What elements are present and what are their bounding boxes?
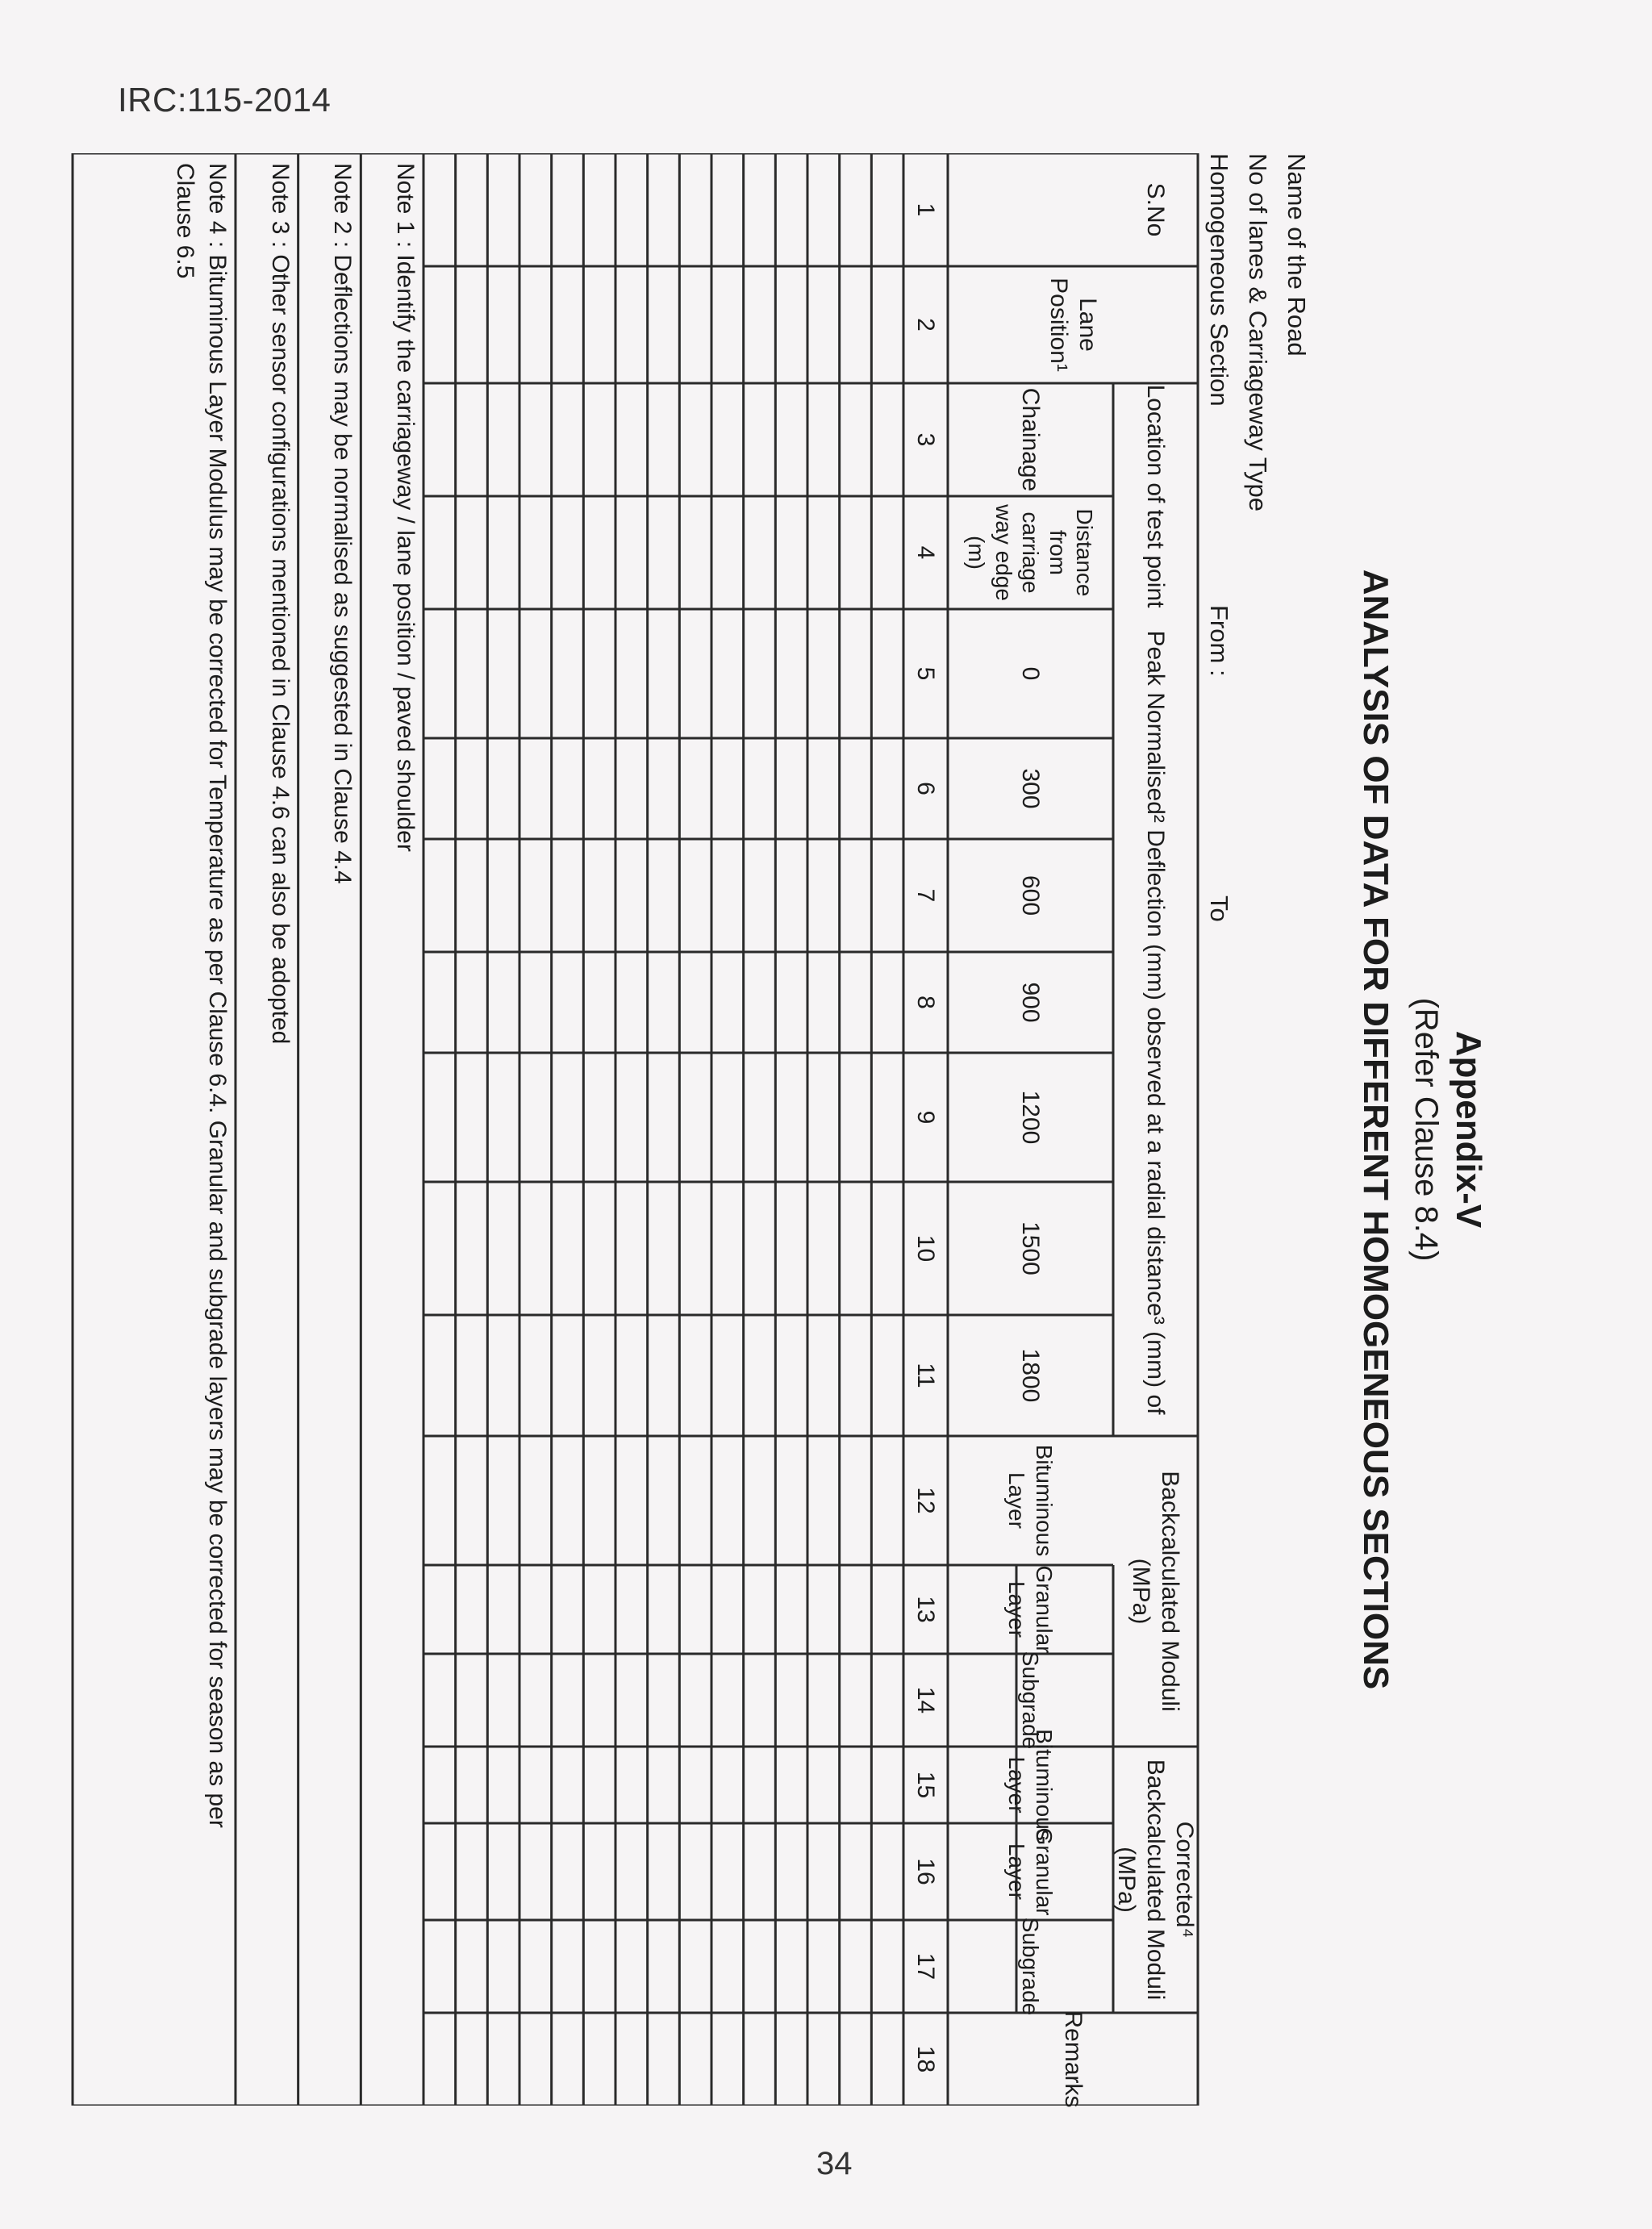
header-radial-1200: 1200 [1017,1090,1045,1145]
refer-clause: (Refer Clause 8.4) [1408,997,1444,1262]
from-label: From [1205,605,1233,664]
header-layer-6: Subgrade [1018,1917,1044,2016]
header-layer-3: Subgrade [1018,1651,1044,1750]
homogeneous-section-label: Homogeneous Section [1205,153,1233,407]
header-radial-600: 600 [1017,874,1045,916]
header-radial-1500: 1500 [1017,1221,1045,1275]
table-note: Clause 6.5 [171,163,198,279]
column-number: 4 [912,545,940,560]
road-name-label: Name of the Road [1283,153,1311,357]
header-remarks: Remarks [1060,2010,1087,2108]
column-number: 6 [912,782,940,795]
header-layer-2: Granular Layer [1004,1565,1058,1654]
column-number: 1 [912,202,940,217]
table-note: Note 1 : Identify the carriageway / lane position / paved shoulder [392,163,419,852]
column-number: 10 [912,1234,940,1263]
column-number: 2 [912,318,940,332]
table-note: Note 2 : Deflections may be normalised as suggested in Clause 4.4 [329,163,357,884]
column-number: 14 [912,1686,940,1714]
document-id: IRC:115-2014 [118,81,332,119]
column-number: 9 [912,1110,940,1125]
page-title: ANALYSIS OF DATA FOR DIFFERENT HOMOGENEOUS SECTIONS [1356,569,1395,1690]
header-sno: S.No [1142,182,1170,237]
table-note: Note 4 : Bituminous Layer Modulus may be corrected for Temperature as per Clause 6.4. Granular and subgrade layers may be corrected for season as per [203,163,231,1828]
page-number: 34 [816,2146,853,2181]
column-number: 11 [912,1363,940,1388]
header-deflection: Peak Normalised² Deflection (mm) observed at a radial distance³ (mm) of [1142,630,1170,1415]
header-distance: Distance from carriage way edge (m) [964,504,1098,601]
header-layer-1: Bituminous Layer [1004,1444,1058,1557]
header-backcalculated-moduli: Backcalculated Moduli (MPa) [1128,1471,1184,1712]
column-number: 8 [912,996,940,1009]
header-corrected-moduli: Corrected⁴ Backcalculated Moduli (MPa) [1113,1759,1199,2001]
header-radial-900: 900 [1017,982,1045,1023]
column-number: 12 [912,1487,940,1514]
column-number: 17 [912,1952,940,1981]
table-note: Note 3 : Other sensor configurations mentioned in Clause 4.6 can also be adopted [266,163,294,1045]
to-label: To [1205,895,1233,922]
header-radial-0: 0 [1017,666,1045,681]
header-location: Location of test point [1142,384,1170,608]
appendix-title: Appendix-V [1449,1030,1488,1229]
header-layer-4: Bituminous Layer [1004,1729,1058,1841]
column-number: 3 [912,432,940,447]
lanes-label: No of lanes & Carriageway Type [1244,153,1272,511]
column-number: 5 [912,666,940,681]
column-number: 18 [912,2045,940,2073]
column-number: 7 [912,888,940,903]
rotated-sheet [52,153,1504,2106]
column-number: 13 [912,1596,940,1623]
header-lane-position: Lane Position¹ [1045,278,1101,372]
header-radial-300: 300 [1017,768,1045,809]
header-layer-5: Granular Layer [1004,1827,1058,1916]
header-chainage: Chainage [1017,387,1045,492]
column-number: 16 [912,1858,940,1885]
column-number: 15 [912,1771,940,1799]
header-radial-1800: 1800 [1017,1348,1045,1403]
colon-separator: : [1205,670,1233,677]
